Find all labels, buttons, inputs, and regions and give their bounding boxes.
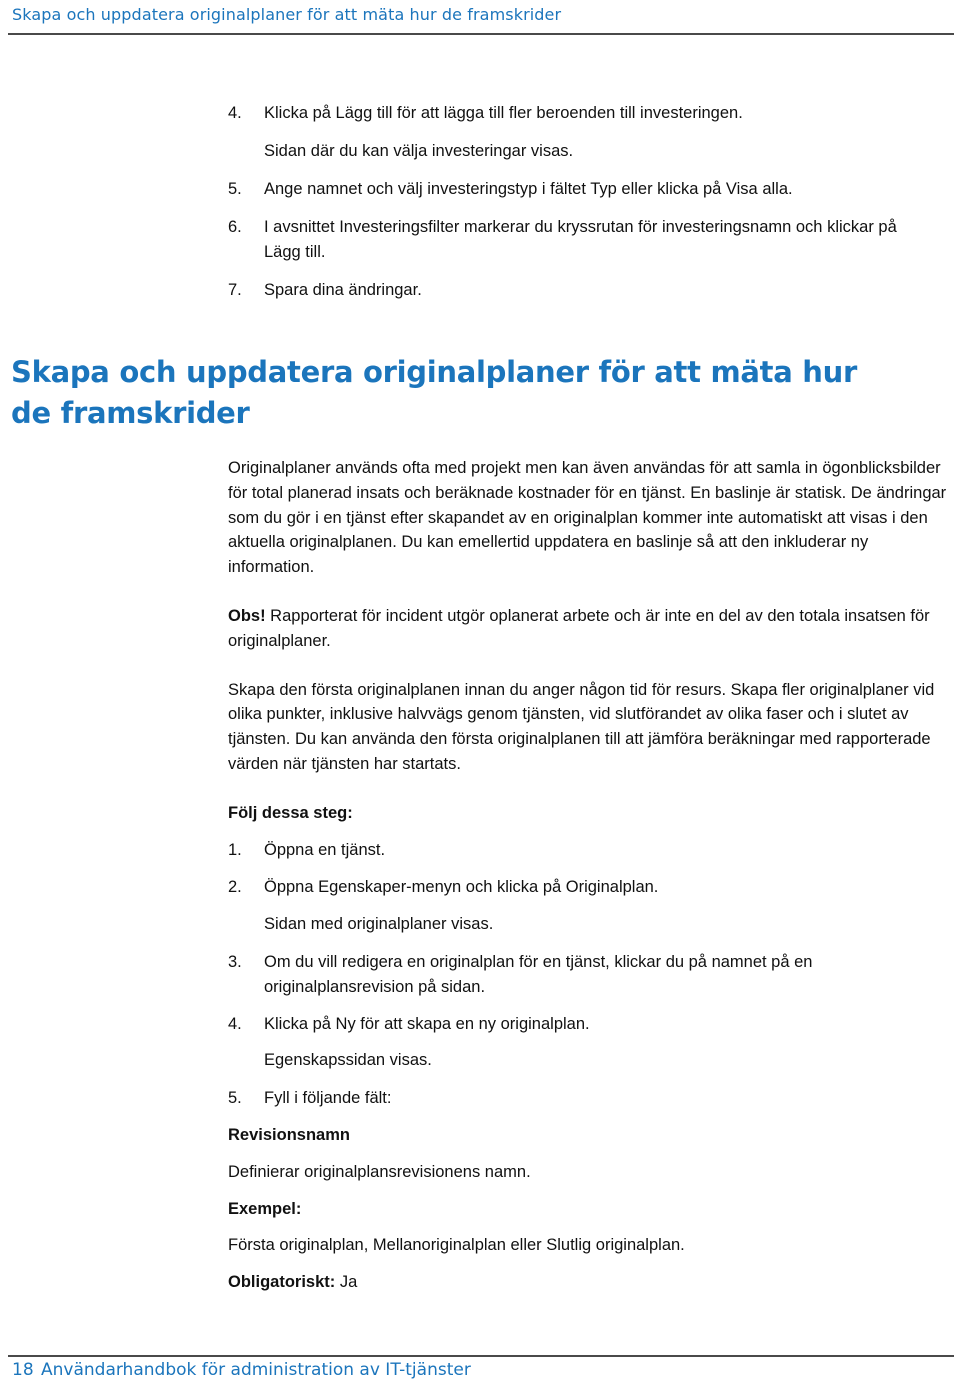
body-paragraph: Skapa den första originalplanen innan du anger någon tid för resurs. Skapa fler originalplaner vid olika punkter, inklusive halvvägs genom tjänsten, vid slutförandet av olika faser och i slutet av tjänsten. Du kan använda den första originalplanen till att jämföra beräkningar med rapporterade värden när tjänsten har startats.: [228, 680, 935, 773]
field-description: Definierar originalplansrevisionens namn.: [228, 1162, 531, 1181]
required-label: Obligatoriskt:: [228, 1273, 336, 1292]
section-heading: Skapa och uppdatera originalplaner för att mäta hur de framskrider: [11, 355, 857, 430]
step-item: [228, 950, 954, 1000]
step-item: [228, 838, 954, 863]
required-value: Ja: [335, 1273, 358, 1292]
step-number: 1.: [228, 840, 242, 859]
step-number: 5.: [228, 1089, 242, 1108]
field-name: Revisionsnamn: [228, 1125, 350, 1144]
step-number: 3.: [228, 952, 242, 971]
step-item: [228, 101, 918, 164]
step-number: 5.: [228, 180, 242, 198]
step-text: Klicka på Ny för att skapa en ny originalplan.: [264, 1014, 590, 1033]
step-text: Öppna en tjänst.: [264, 840, 386, 859]
required-line: [228, 1270, 954, 1295]
example-text: Första originalplan, Mellanoriginalplan eller Slutlig originalplan.: [228, 1236, 685, 1255]
step-number: 4.: [228, 1014, 242, 1033]
step-text: Spara dina ändringar.: [264, 281, 422, 299]
step-text: Klicka på Lägg till för att lägga till fler beroenden till investeringen.: [264, 104, 743, 122]
step-item: [228, 1012, 954, 1074]
step-number: 6.: [228, 218, 242, 236]
step-item: [228, 1086, 954, 1111]
header-divider: [8, 33, 954, 35]
step-item: [228, 215, 918, 265]
step-number: 2.: [228, 878, 242, 897]
step-text: Fyll i följande fält:: [264, 1089, 392, 1108]
page-number: 18: [12, 1360, 34, 1380]
note-text: Rapporterat för incident utgör oplanerat arbete och är inte en del av den totala insatsen för originalplaner.: [228, 606, 930, 650]
step-item: [228, 177, 918, 202]
step-result-text: Sidan där du kan välja investeringar visas.: [264, 142, 574, 160]
footer-book-title: Användarhandbok för administration av IT-tjänster: [41, 1360, 471, 1380]
steps-heading: Följ dessa steg:: [228, 803, 353, 822]
step-number: 4.: [228, 104, 242, 122]
top-step-list: [228, 101, 918, 303]
step-result-text: Egenskapssidan visas.: [264, 1051, 432, 1070]
procedure-step-list: [228, 838, 954, 1111]
example-label: Exempel:: [228, 1199, 302, 1218]
footer-divider: [8, 1355, 954, 1357]
note-paragraph: [228, 604, 954, 654]
step-item: [228, 875, 954, 937]
step-text: Öppna Egenskaper-menyn och klicka på Originalplan.: [264, 878, 659, 897]
section-content: [228, 456, 954, 1295]
step-result-text: Sidan med originalplaner visas.: [264, 915, 494, 934]
step-text: Om du vill redigera en originalplan för en tjänst, klickar du på namnet på en originalplansrevision på sidan.: [264, 952, 813, 996]
note-label: Obs!: [228, 606, 266, 625]
running-header-title: Skapa och uppdatera originalplaner för att mäta hur de framskrider: [12, 5, 562, 24]
step-item: [228, 278, 918, 303]
step-text: Ange namnet och välj investeringstyp i fältet Typ eller klicka på Visa alla.: [264, 180, 793, 198]
intro-paragraph: Originalplaner används ofta med projekt men kan även användas för att samla in ögonblicksbilder för total planerad insats och beräknade kostnader för en tjänst. En baslinje är statisk. De ändringar som du gör i en tjänst efter skapandet av en originalplan kommer inte automatiskt att visas i den aktuella originalplanen. Du kan emellertid uppdatera en baslinje så att den inkluderar ny information.: [228, 459, 947, 577]
step-text: I avsnittet Investeringsfilter markerar du kryssrutan för investeringsnamn och klickar på Lägg till.: [264, 218, 897, 261]
step-number: 7.: [228, 281, 242, 299]
